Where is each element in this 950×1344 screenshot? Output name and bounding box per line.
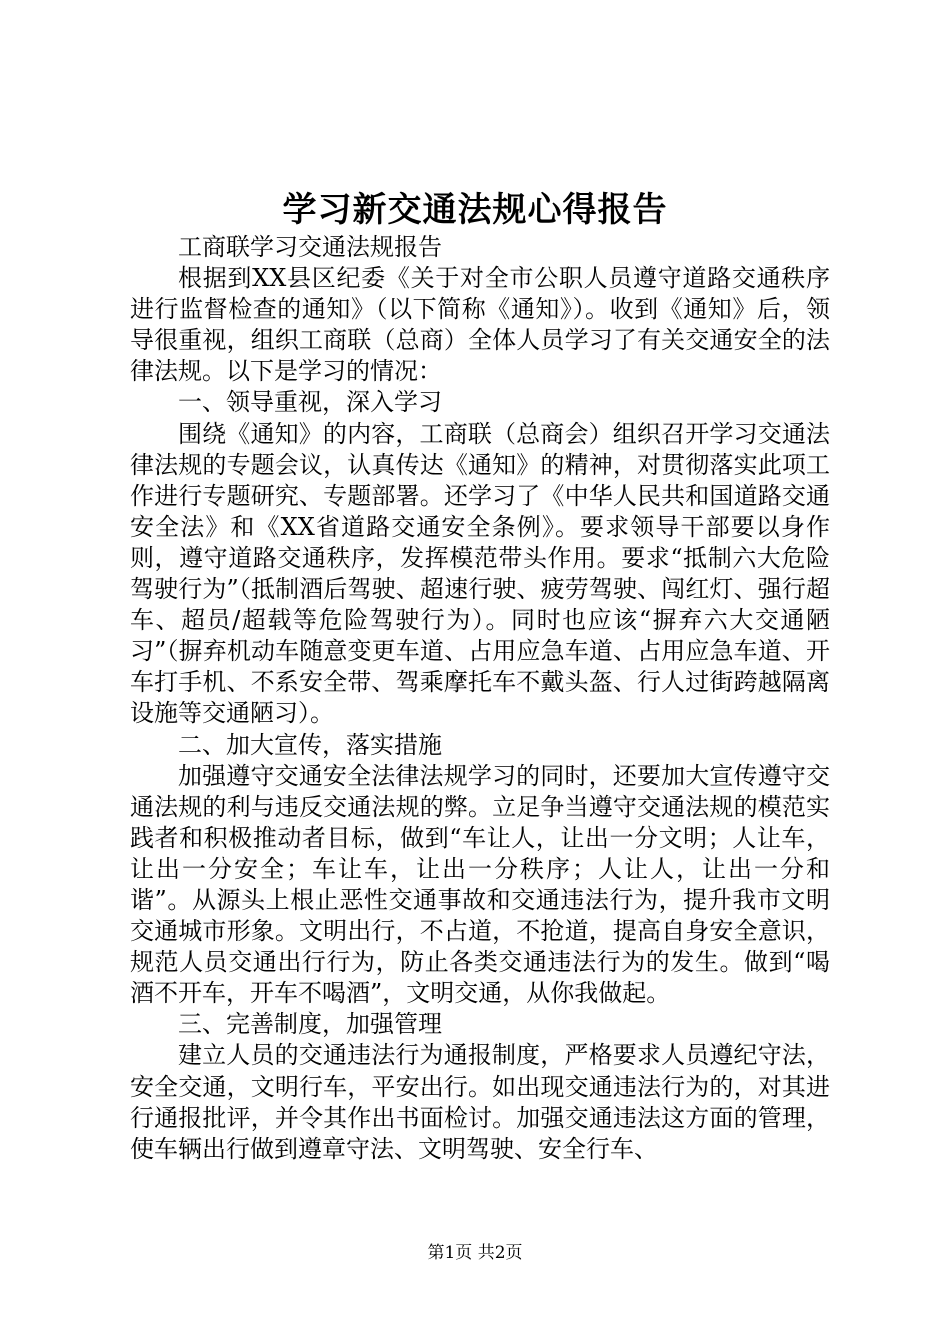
paragraph-section-3: 建立人员的交通违法行为通报制度，严格要求人员遵纪守法，安全交通，文明行车，平安出行。如出现交通违法行为的，对其进行通报批评，并令其作出书面检讨。加强交通违法这方面的管理，使车辆出行做到遵章守法、文明驾驶、安全行车、 <box>130 1041 830 1163</box>
section-heading-3: 三、完善制度，加强管理 <box>178 1010 442 1039</box>
document-title: 学习新交通法规心得报告 <box>282 190 668 230</box>
section-heading-2: 二、加大宣传，落实措施 <box>178 730 442 759</box>
paragraph-section-2: 加强遵守交通安全法律法规学习的同时，还要加大宣传遵守交通法规的利与违反交通法规的弊。立足争当遵守交通法规的模范实践者和积极推动者目标，做到“车让人，让出一分文明；人让车，让出一分安全；车让车，让出一分秩序；人让人，让出一分和谐”。从源头上根止恶性交通事故和交通违法行为，提升我市文明交通城市形象。文明出行，不占道，不抢道，提高自身安全意识，规范人员交通出行行为，防止各类交通违法行为的发生。做到“喝酒不开车，开车不喝酒”，文明交通，从你我做起。 <box>130 761 830 1008</box>
paragraph-section-1: 围绕《通知》的内容，工商联（总商会）组织召开学习交通法律法规的专题会议，认真传达《通知》的精神，对贯彻落实此项工作进行专题研究、专题部署。还学习了《中华人民共和国道路交通安全法》和《XX省道路交通安全条例》。要求领导干部要以身作则，遵守道路交通秩序，发挥模范带头作用。要求“抵制六大危险驾驶行为”（抵制酒后驾驶、超速行驶、疲劳驾驶、闯红灯、强行超车、超员/超载等危险驾驶行为）。同时也应该“摒弃六大交通陋习”（摒弃机动车随意变更车道、占用应急车道、占用应急车道、开车打手机、不系安全带、驾乘摩托车不戴头盔、行人过街跨越隔离设施等交通陋习）。 <box>130 419 830 728</box>
paragraph-heading: 工商联学习交通法规报告 <box>178 233 442 261</box>
section-heading-1: 一、领导重视，深入学习 <box>178 388 442 417</box>
page-footer: 第1页 共2页 <box>427 1243 523 1263</box>
paragraph-intro: 根据到XX县区纪委《关于对全市公职人员遵守道路交通秩序进行监督检查的通知》（以下简称《通知》）。收到《通知》后，领导很重视，组织工商联（总商）全体人员学习了有关交通安全的法律法规。以下是学习的情况： <box>130 264 830 386</box>
document-body <box>130 232 830 1165</box>
